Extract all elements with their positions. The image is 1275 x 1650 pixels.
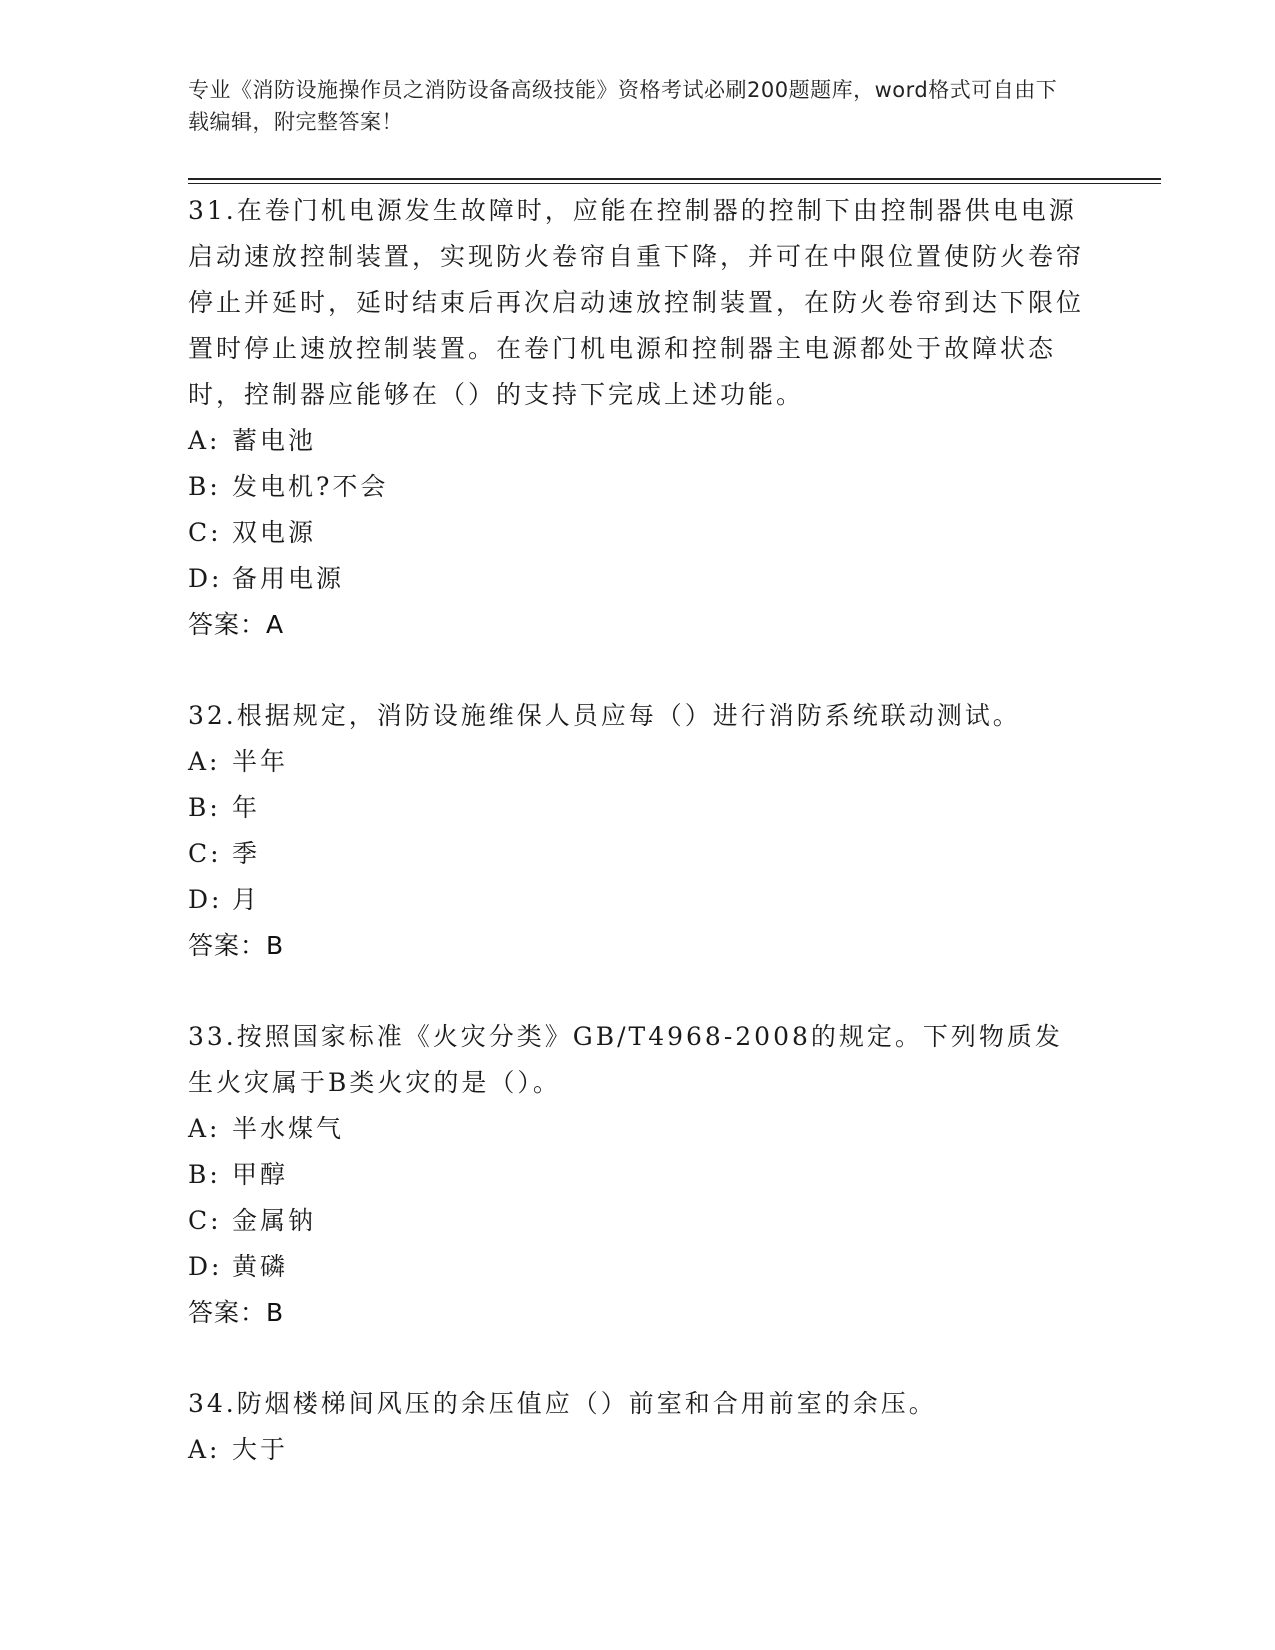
answer-line: 答案：B	[188, 931, 285, 960]
option-text: 甲醇	[232, 1160, 289, 1189]
option-key: A:	[188, 426, 221, 455]
option-a	[188, 1106, 1088, 1152]
question-gap	[188, 969, 1088, 1014]
question-text: 31.在卷门机电源发生故障时，应能在控制器的控制下由控制器供电电源启动速放控制装置，实现防火卷帘自重下降，并可在中限位置使防火卷帘停止并延时，延时结束后再次启动速放控制装置，在防火卷帘到达下限位置时停止速放控制装置。在卷门机电源和控制器主电源都处于故障状态时，控制器应能够在（）的支持下完成上述功能。	[188, 196, 1085, 409]
option-c	[188, 1198, 1088, 1244]
option-key: C:	[188, 518, 222, 547]
question-text: 33.按照国家标准《火灾分类》GB/T4968-2008的规定。下列物质发生火灾属于B类火灾的是（）。	[188, 1022, 1063, 1097]
header-rule-thick	[188, 178, 1161, 180]
option-d	[188, 556, 1088, 602]
option-text: 月	[232, 885, 261, 914]
question-34	[188, 1381, 1088, 1473]
option-b	[188, 1152, 1088, 1198]
document-header: 专业《消防设施操作员之消防设备高级技能》资格考试必刷200题题库，word格式可自由下载编辑，附完整答案！	[188, 78, 1058, 134]
answer-line: 答案：A	[188, 610, 285, 639]
option-a	[188, 418, 1088, 464]
question-list	[188, 188, 1088, 1473]
option-text: 半水煤气	[232, 1114, 345, 1143]
option-text: 年	[232, 793, 261, 822]
option-d	[188, 877, 1088, 923]
option-c	[188, 831, 1088, 877]
option-b	[188, 464, 1088, 510]
option-text: 大于	[232, 1435, 289, 1464]
option-key: B:	[188, 793, 221, 822]
option-text: 发电机?不会	[232, 472, 389, 501]
question-33	[188, 1014, 1088, 1336]
question-gap	[188, 1336, 1088, 1381]
option-a	[188, 1427, 1088, 1473]
option-text: 蓄电池	[232, 426, 317, 455]
option-text: 双电源	[232, 518, 317, 547]
question-32	[188, 693, 1088, 969]
option-key: C:	[188, 1206, 222, 1235]
option-key: A:	[188, 747, 221, 776]
option-a	[188, 739, 1088, 785]
option-text: 备用电源	[232, 564, 345, 593]
option-c	[188, 510, 1088, 556]
question-text: 34.防烟楼梯间风压的余压值应（）前室和合用前室的余压。	[188, 1389, 937, 1418]
option-text: 金属钠	[232, 1206, 317, 1235]
option-key: A:	[188, 1435, 221, 1464]
option-text: 黄磷	[232, 1252, 289, 1281]
option-b	[188, 785, 1088, 831]
option-key: D:	[188, 885, 223, 914]
header-rule-thin	[188, 183, 1161, 184]
option-key: B:	[188, 472, 221, 501]
question-text: 32.根据规定，消防设施维保人员应每（）进行消防系统联动测试。	[188, 701, 1021, 730]
option-text: 季	[232, 839, 261, 868]
option-key: B:	[188, 1160, 221, 1189]
option-key: D:	[188, 564, 223, 593]
option-key: D:	[188, 1252, 223, 1281]
option-key: C:	[188, 839, 222, 868]
option-text: 半年	[232, 747, 289, 776]
question-31	[188, 188, 1088, 648]
question-gap	[188, 648, 1088, 693]
option-d	[188, 1244, 1088, 1290]
answer-line: 答案：B	[188, 1298, 285, 1327]
option-key: A:	[188, 1114, 221, 1143]
